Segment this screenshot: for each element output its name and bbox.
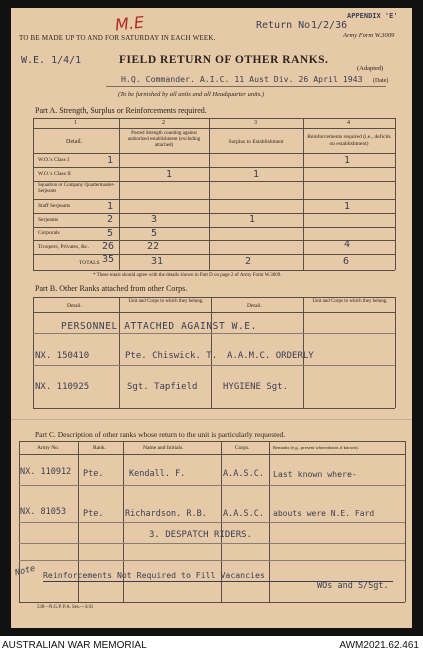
date-label: (Date) [373, 78, 389, 84]
totals-hand: 35 [102, 254, 115, 265]
part-c-header-remarks: Remarks (e.g., present whereabouts if known). [273, 445, 359, 450]
fold-line [11, 419, 412, 420]
col-number-1: 1 [74, 120, 77, 126]
part-c-header-name: Name and Initials. [143, 445, 184, 451]
part-a-title: Part A. Strength, Surplus or Reinforcements required. [35, 106, 207, 115]
row-label-wo1: W.O.'s Class I [38, 157, 70, 163]
part-c-row2-rank: Pte. [83, 509, 104, 519]
part-c-row2-corps: A.A.S.C. [223, 509, 264, 519]
header-surplus: Surplus to Establishment [228, 139, 284, 145]
form-title: FIELD RETURN OF OTHER RANKS. [119, 54, 329, 66]
footer-catalog-id: AWM2021.62.461 [339, 640, 419, 651]
part-c-row2-remarks: abouts were N.E. Fard [273, 509, 375, 518]
footer-institution: AUSTRALIAN WAR MEMORIAL [2, 640, 147, 651]
header-posted-strength: Posted Strength counting against authorized establishment (excluding attached) [127, 131, 201, 148]
part-c-row1-corps: A.A.S.C. [223, 469, 264, 479]
row-posted-wo2: 1 [166, 169, 173, 180]
printer-line: 538—N.G.P. P.A. Ses.—3/41 [37, 605, 94, 610]
row-surplus-wo2: 1 [253, 169, 260, 180]
form-sheet [11, 8, 412, 628]
part-c-header-army-no: Army No. [37, 445, 60, 451]
totals-surplus: 2 [245, 256, 252, 267]
totals-label: TOTALS [79, 260, 100, 266]
footer-bar [0, 638, 423, 653]
row-hand-pte: 26 [102, 241, 115, 252]
appendix-label: APPENDIX 'E' [347, 12, 398, 20]
row-hand-cpl: 5 [107, 228, 114, 239]
part-b-row2-rank-name: Sgt. Tapfield [127, 382, 198, 392]
totals-reinf: 6 [343, 256, 350, 267]
part-b-attached-note: PERSONNEL ATTACHED AGAINST W.E. [61, 321, 257, 332]
return-label: Return No [256, 20, 311, 31]
part-b-row1-rank-name: Pte. Chiswick. T. [125, 351, 218, 361]
col-number-2: 2 [162, 120, 165, 126]
part-b-header-detail-2: Detail. [247, 303, 262, 309]
row-label-cqms: Squadron or Company Quartermaster-Serjeants [38, 183, 115, 194]
row-label-sgt: Serjeants [38, 217, 59, 223]
row-label-ssgt: Staff Serjeants [38, 203, 71, 209]
unit-line: H.Q. Commander. A.I.C. 11 Aust Div. 26 April 1943 [121, 74, 363, 84]
row-reinf-pte: 4 [344, 239, 351, 250]
part-b-title: Part B. Other Ranks attached from other Corps. [35, 284, 188, 293]
part-a-footnote: * These totals should agree with the details shown in Part D on page 2 of Army Form W.3009. [93, 273, 282, 278]
form-subtitle: (To be furnished by all units and all Headquarter units.) [118, 91, 265, 98]
part-b-header-unit-1: Unit and Corps to which they belong. [128, 299, 204, 304]
part-b-header-detail-1: Detail. [67, 303, 82, 309]
row-label-cpl: Corporals [38, 230, 60, 236]
part-b-row2-detail: HYGIENE Sgt. [223, 382, 289, 392]
part-c-row1-remarks: Last known where- [273, 469, 357, 479]
part-b-row1-detail: A.A.M.C. ORDERLY [227, 351, 314, 361]
note-text-continued: WOs and S/Sgt. [317, 581, 389, 591]
form-instruction: TO BE MADE UP TO AND FOR SATURDAY IN EACH WEEK. [19, 34, 216, 42]
note-text: Reinforcements Not Required to Fill Vacancies [43, 570, 265, 580]
header-detail: Detail. [66, 139, 83, 145]
part-c-header-rank: Rank. [93, 445, 106, 451]
row-label-wo2: W.O.'s Class II [38, 171, 71, 177]
row-reinf-ssgt: 1 [344, 201, 351, 212]
part-b-header-unit-2: Unit and Corps to which they belong. [312, 299, 388, 304]
row-posted-pte: 22 [147, 241, 160, 252]
row-label-pte: Troopers, Privates, &c. [38, 244, 89, 250]
return-number: 1/2/36 [311, 20, 348, 31]
we-reference: W.E. 1/4/1 [21, 55, 82, 66]
row-posted-cpl: 5 [151, 228, 158, 239]
row-posted-sgt: 3 [151, 214, 158, 225]
part-c-header-corps: Corps. [235, 445, 250, 451]
part-c-row1-name: Kendall. F. [129, 469, 186, 479]
red-annotation: M.E [114, 12, 145, 35]
col-number-3: 3 [254, 120, 257, 126]
row-hand-ssgt: 1 [107, 201, 114, 212]
part-c-row2-number: NX. 81053 [20, 507, 67, 517]
part-c-row1-number: NX. 110912 [20, 467, 72, 477]
header-reinforcements: Reinforcements required (i.e., deficits on establishment) [307, 134, 391, 147]
row-surplus-sgt: 1 [249, 214, 256, 225]
row-hand-sgt: 2 [107, 214, 114, 225]
part-c-row2-name: Richardson. R.B. [125, 509, 207, 519]
col-number-4: 4 [347, 120, 350, 126]
part-b-row1-number: NX. 150410 [35, 351, 90, 361]
army-form-ref: Army Form W.3009 [343, 32, 395, 39]
adapted-label: (Adapted) [357, 65, 384, 72]
part-c-dispatch-riders: 3. DESPATCH RIDERS. [149, 530, 252, 540]
row-hand-wo1: 1 [107, 155, 114, 166]
row-reinf-wo1: 1 [344, 155, 351, 166]
note-label: Note [14, 563, 37, 579]
part-b-row2-number: NX. 110925 [35, 382, 90, 392]
totals-posted: 31 [151, 256, 164, 267]
part-c-title: Part C. Description of other ranks whose return to the unit is particularly requested. [35, 430, 286, 439]
part-c-row1-rank: Pte. [83, 469, 104, 479]
